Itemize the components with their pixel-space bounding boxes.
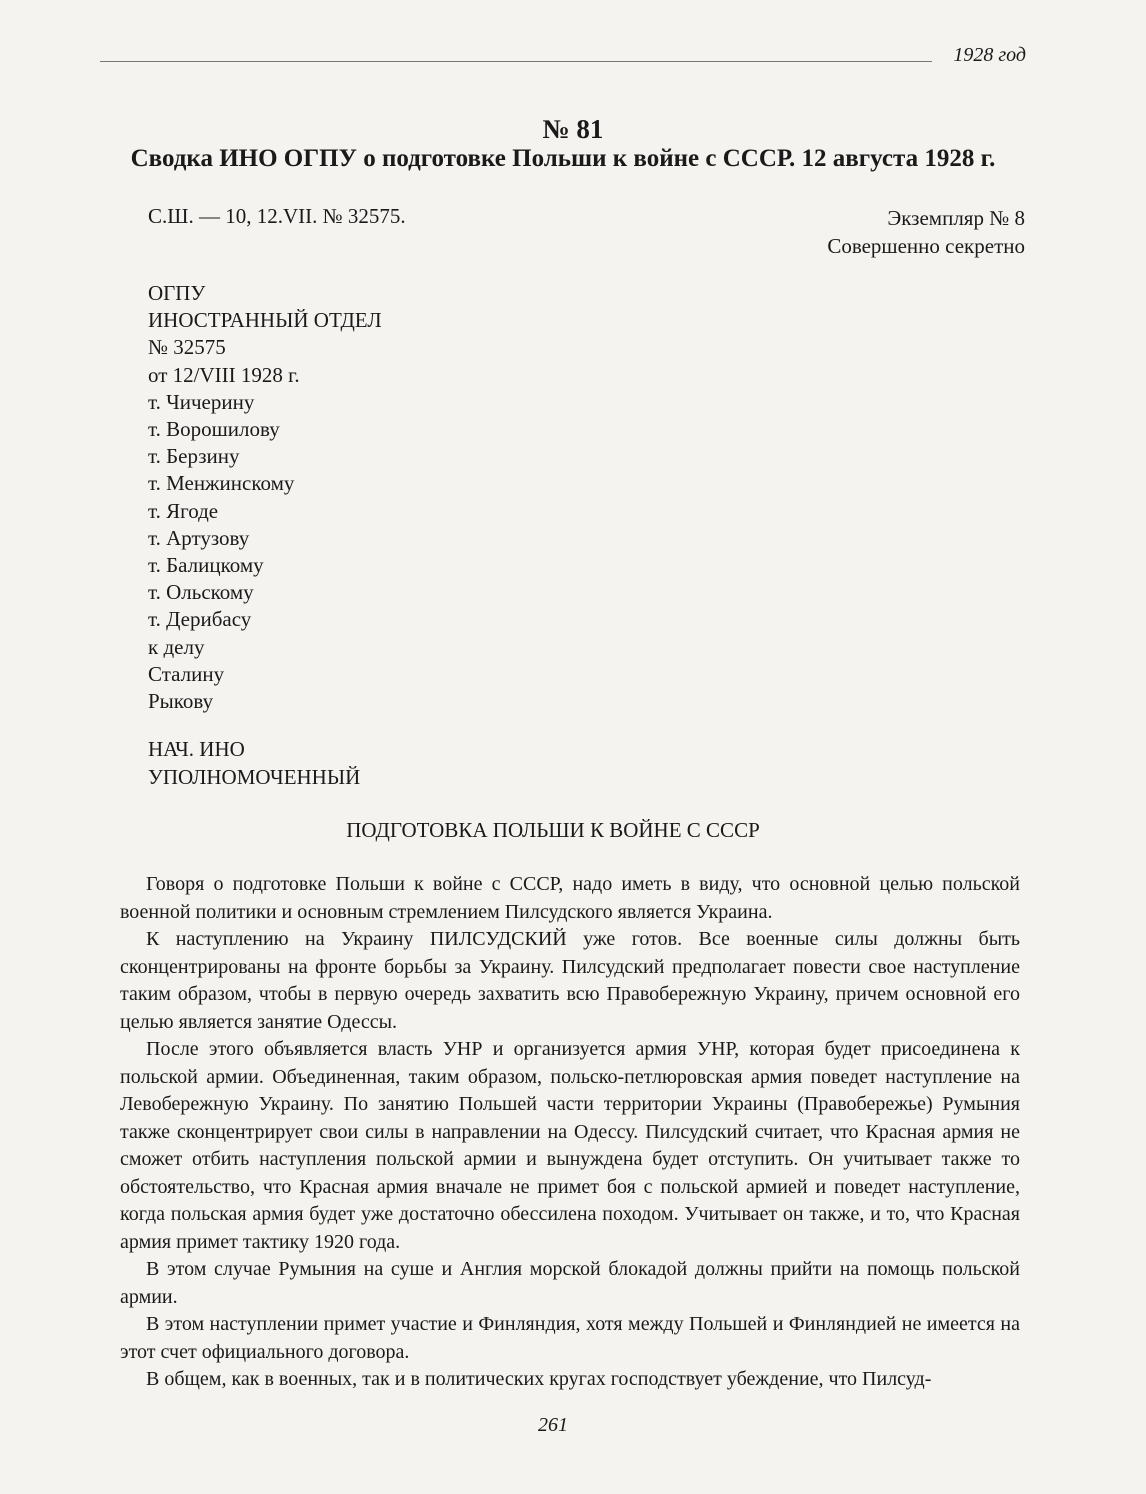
- address-line: № 32575: [148, 335, 226, 360]
- address-line: от 12/VIII 1928 г.: [148, 362, 300, 387]
- address-block: [148, 280, 382, 715]
- classification-stamp: Совершенно секретно: [827, 234, 1025, 258]
- address-line: к делу: [148, 634, 205, 659]
- document-title: Сводка ИНО ОГПУ о подготовке Польши к войне с СССР. 12 августа 1928 г.: [130, 145, 996, 172]
- signature-line: УПОЛНОМОЧЕННЫЙ: [148, 765, 361, 789]
- paragraph: В этом наступлении примет участие и Финляндия, хотя между Польшей и Финляндией не имеется на этот счет официального договора.: [120, 1313, 1020, 1363]
- address-line: т. Дерибасу: [148, 607, 252, 632]
- address-line: т. Балицкому: [148, 553, 264, 578]
- archive-reference: С.Ш. — 10, 12.VII. № 32575.: [148, 204, 406, 228]
- address-line: т. Ольскому: [148, 580, 254, 605]
- paragraph: Говоря о подготовке Польши к войне с СССР, надо иметь в виду, что основной целью польской военной политики и основным стремлением Пилсудского является Украина.: [120, 873, 1020, 923]
- address-line: т. Чичерину: [148, 389, 255, 414]
- address-line: т. Ягоде: [148, 498, 219, 523]
- paragraph: В общем, как в военных, так и в политических кругах господствует убеждение, что Пилсуд-: [146, 1368, 932, 1390]
- address-line: т. Ворошилову: [148, 417, 280, 442]
- body-text: [120, 871, 1020, 1394]
- address-line: Рыкову: [148, 689, 214, 714]
- header-rule: [100, 61, 932, 62]
- address-line: ОГПУ: [148, 281, 206, 305]
- address-line: т. Артузову: [148, 525, 250, 550]
- document-number: № 81: [542, 114, 604, 144]
- paragraph: В этом случае Румыния на суше и Англия морской блокадой должны прийти на помощь польской армии.: [120, 1258, 1020, 1308]
- paragraph: После этого объявляется власть УНР и организуется армия УНР, которая будет присоединена к польской армии. Объединенная, таким образом, польско-петлюровская армия поведет наступление на Левобережную Украину. По занятию Польшей части территории Украины (Правобережье) Румыния также сконцентрирует свои силы в направлении на Одессу. Пилсудский считает, что Красная армия не сможет отбить наступления польской армии и вынуждена будет отступить. Он учитывает также то обстоятельство, что Красная армия вначале не примет боя с польской армией и поведет наступление, когда польская армия будет уже достаточно обессилена походом. Учитывает он также, и то, что Красная армия примет тактику 1920 года.: [120, 1038, 1020, 1253]
- page-number: 261: [538, 1414, 568, 1436]
- address-line: Сталину: [148, 661, 225, 686]
- copy-info: [827, 204, 1025, 260]
- address-line: т. Менжинскому: [148, 471, 295, 496]
- signature-block: [148, 735, 360, 791]
- address-line: т. Берзину: [148, 444, 240, 469]
- address-line: ИНОСТРАННЫЙ ОТДЕЛ: [148, 308, 382, 333]
- running-head: 1928 год: [953, 44, 1026, 66]
- section-heading: ПОДГОТОВКА ПОЛЬШИ К ВОЙНЕ С СССР: [346, 818, 760, 842]
- paragraph: К наступлению на Украину ПИЛСУДСКИЙ уже готов. Все военные силы должны быть сконцентрированы на фронте борьбы за Украину. Пилсудский предполагает повести свое наступление таким образом, чтобы в первую очередь захватить всю Правобережную Украину, причем основной его целью является занятие Одессы.: [120, 928, 1020, 1033]
- copy-number: Экземпляр № 8: [887, 206, 1025, 230]
- signature-line: НАЧ. ИНО: [148, 737, 245, 761]
